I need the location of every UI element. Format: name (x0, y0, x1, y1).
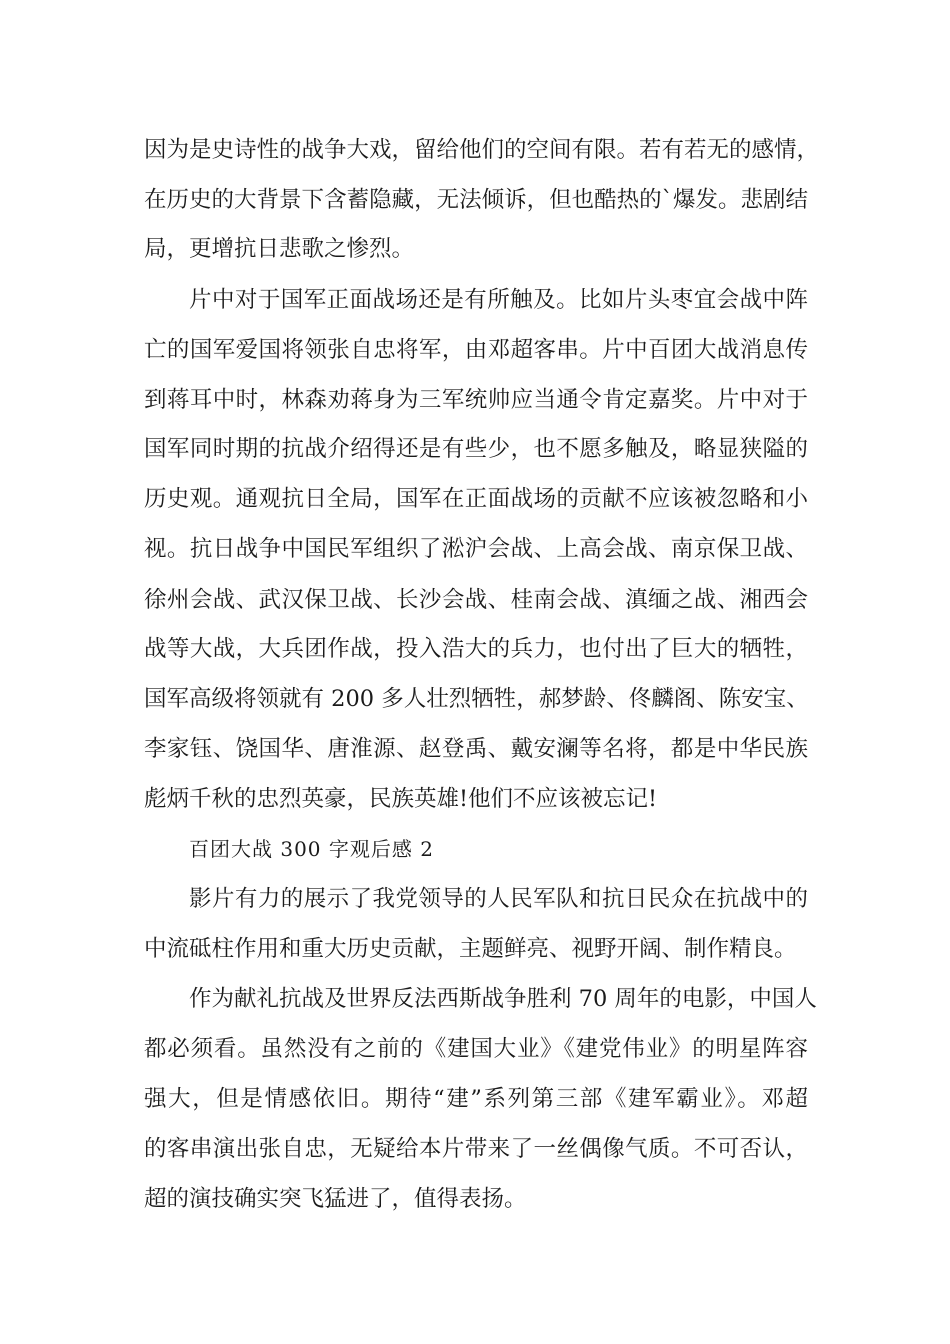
paragraph-2-line-8: 战等大战，大兵团作战，投入浩大的兵力，也付出了巨大的牺牲， (144, 636, 808, 662)
paragraph-2-line-11: 彪炳千秋的忠烈英豪，民族英雄!他们不应该被忘记! (144, 786, 658, 812)
paragraph-3-line-2: 中流砥柱作用和重大历史贡献，主题鲜亮、视野开阔、制作精良。 (144, 936, 797, 962)
paragraph-4-line-2: 都必须看。虽然没有之前的《建国大业》《建党伟业》的明星阵容 (144, 1036, 808, 1062)
paragraph-2-line-3: 到蒋耳中时，林森劝蒋身为三军统帅应当通令肯定嘉奖。片中对于 (144, 387, 808, 413)
paragraph-2-line-6: 视。抗日战争中国民军组织了淞沪会战、上高会战、南京保卫战、 (144, 536, 808, 562)
paragraph-2-line-10: 李家钰、饶国华、唐淮源、赵登禹、戴安澜等名将，都是中华民族 (144, 736, 808, 762)
paragraph-3-line-1: 影片有力的展示了我党领导的人民军队和抗日民众在抗战中的 (189, 886, 808, 912)
paragraph-2-line-5: 历史观。通观抗日全局，国军在正面战场的贡献不应该被忽略和小 (144, 486, 808, 512)
paragraph-1-line-1: 因为是史诗性的战争大戏，留给他们的空间有限。若有若无的感情， (144, 137, 820, 163)
paragraph-4-line-3: 强大，但是情感依旧。期待“建”系列第三部《建军霸业》。邓超 (144, 1086, 808, 1112)
paragraph-2-line-9: 国军高级将领就有 200 多人壮烈牺牲，郝梦龄、佟麟阁、陈安宝、 (144, 686, 809, 712)
paragraph-4-line-5: 超的演技确实突飞猛进了，值得表扬。 (144, 1186, 527, 1212)
paragraph-1-line-2: 在历史的大背景下含蓄隐藏，无法倾诉，但也酷热的`爆发。悲剧结 (144, 187, 808, 213)
paragraph-2-line-4: 国军同时期的抗战介绍得还是有些少，也不愿多触及，略显狭隘的 (144, 436, 808, 462)
paragraph-1-line-3: 局，更增抗日悲歌之惨烈。 (144, 236, 415, 262)
paragraph-4-line-4: 的客串演出张自忠，无疑给本片带来了一丝偶像气质。不可否认， (144, 1136, 808, 1162)
paragraph-2-line-2: 亡的国军爱国将领张自忠将军，由邓超客串。片中百团大战消息传 (144, 337, 808, 363)
paragraph-2-line-1: 片中对于国军正面战场还是有所触及。比如片头枣宜会战中阵 (189, 287, 808, 313)
section-heading: 百团大战 300 字观后感 2 (189, 837, 434, 861)
paragraph-2-line-7: 徐州会战、武汉保卫战、长沙会战、桂南会战、滇缅之战、湘西会 (144, 587, 808, 613)
paragraph-4-line-1: 作为献礼抗战及世界反法西斯战争胜利 70 周年的电影，中国人 (189, 986, 817, 1012)
